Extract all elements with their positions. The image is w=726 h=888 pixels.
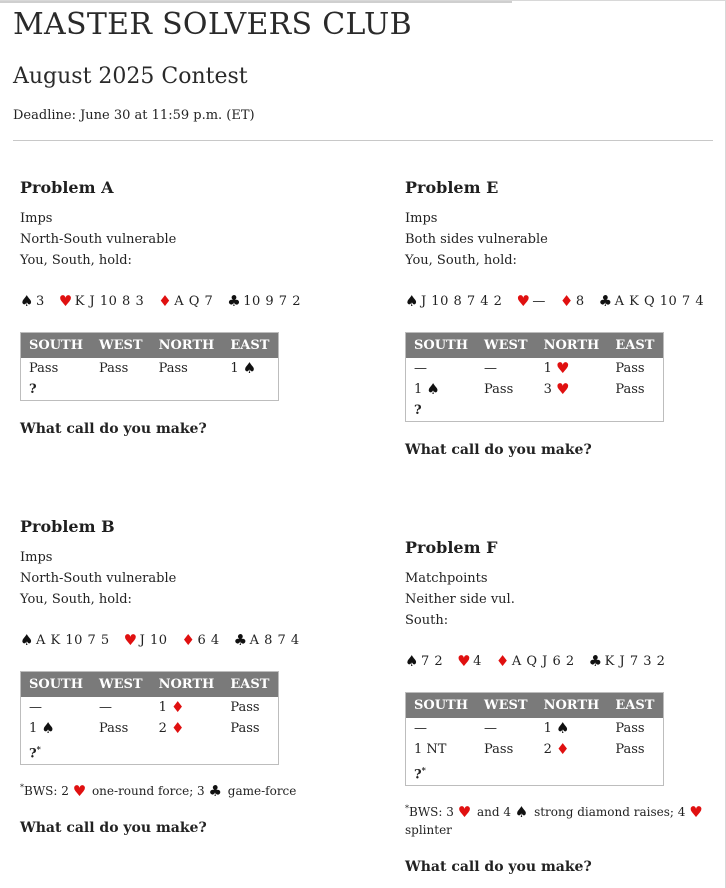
- holding-spades: J 10 8 7 4 2: [420, 294, 503, 309]
- question: What call do you make?: [405, 442, 592, 458]
- holding-spades: 7 2: [420, 654, 444, 669]
- club-icon: ♣: [208, 782, 222, 801]
- auction-header: NORTH: [536, 333, 608, 359]
- auction-header: SOUTH: [406, 693, 477, 719]
- auction-row: [21, 697, 279, 718]
- problem-meta: [405, 208, 725, 271]
- contest-title: August 2025 Contest: [13, 64, 248, 89]
- auction-header: WEST: [476, 333, 536, 359]
- diamond-icon: ♦: [495, 652, 510, 670]
- heart-icon: ♥: [457, 803, 472, 822]
- top-border: [0, 1, 512, 3]
- auction-header: WEST: [476, 693, 536, 719]
- site-title: MASTER SOLVERS CLUB: [13, 7, 412, 42]
- auction-header: SOUTH: [406, 333, 477, 359]
- problem-title: Problem E: [405, 178, 499, 197]
- spade-icon: ♠: [41, 719, 55, 737]
- diamond-icon: ♦: [181, 631, 196, 649]
- footnote-text: splinter: [405, 823, 452, 838]
- auction-call: —: [484, 721, 498, 736]
- auction-call: —: [484, 361, 498, 376]
- auction-call: [476, 760, 536, 786]
- auction-call: Pass: [230, 721, 260, 736]
- footnote: [20, 779, 340, 800]
- problem-meta: [20, 208, 340, 271]
- problem-title: Problem F: [405, 538, 498, 557]
- spade-icon: ♠: [556, 719, 570, 737]
- auction-header: NORTH: [151, 672, 223, 698]
- holding-diamonds: A Q J 6 2: [511, 654, 575, 669]
- spade-icon: ♠: [405, 292, 419, 310]
- auction-header: EAST: [607, 693, 664, 719]
- footnote-marker: *: [405, 804, 409, 814]
- auction-row: [21, 358, 279, 379]
- footnote-text: one-round force; 3: [88, 784, 209, 799]
- holding-hearts: K J 10 8 3: [74, 294, 145, 309]
- footnote-text: BWS: 2: [24, 784, 73, 799]
- auction-call: —: [414, 721, 427, 736]
- spade-icon: ♠: [20, 292, 34, 310]
- auction-call: Pass: [29, 361, 59, 376]
- auction-call: 1 ♥: [543, 359, 570, 377]
- auction-row: [406, 400, 664, 422]
- auction-row: [21, 718, 279, 739]
- spade-icon: ♠: [426, 380, 440, 398]
- problem-f: [405, 538, 725, 878]
- auction-call: [151, 379, 223, 401]
- footnote: [405, 800, 725, 839]
- vulnerability: Both sides vulnerable: [405, 232, 548, 247]
- hand: [405, 291, 725, 312]
- auction-call: 1 ♠: [543, 719, 570, 737]
- auction-header: NORTH: [151, 333, 223, 359]
- seat: You, South, hold:: [20, 592, 132, 607]
- holding-clubs: A K Q 10 7 4: [614, 294, 705, 309]
- auction-call: 2 ♦: [158, 719, 185, 737]
- auction-header: WEST: [91, 672, 151, 698]
- holding-diamonds: 8: [575, 294, 585, 309]
- club-icon: ♣: [588, 652, 603, 670]
- auction-call: ?*: [414, 765, 426, 783]
- auction-header: SOUTH: [21, 333, 92, 359]
- holding-hearts: J 10: [139, 633, 168, 648]
- scoring: Imps: [20, 550, 53, 565]
- holding-diamonds: 6 4: [197, 633, 220, 648]
- club-icon: ♣: [227, 292, 242, 310]
- seat: You, South, hold:: [20, 253, 132, 268]
- heart-icon: ♥: [516, 292, 531, 310]
- auction-call: —: [29, 700, 42, 715]
- auction-call: [607, 760, 664, 786]
- auction-call: [536, 760, 608, 786]
- holding-clubs: K J 7 3 2: [604, 654, 666, 669]
- footnote-marker: *: [36, 744, 41, 754]
- holding-spades: 3: [35, 294, 45, 309]
- auction-header: EAST: [222, 333, 279, 359]
- scoring: Matchpoints: [405, 571, 488, 586]
- diamond-icon: ♦: [171, 698, 185, 716]
- problem-title: Problem A: [20, 178, 114, 197]
- vulnerability: Neither side vul.: [405, 592, 515, 607]
- auction-header: SOUTH: [21, 672, 92, 698]
- spade-icon: ♠: [20, 631, 34, 649]
- diamond-icon: ♦: [158, 292, 173, 310]
- auction-call: ?*: [29, 744, 41, 762]
- footnote-text: game-force: [223, 784, 297, 799]
- auction-call: Pass: [615, 721, 645, 736]
- auction-call: [91, 379, 151, 401]
- deadline-text: Deadline: June 30 at 11:59 p.m. (ET): [13, 108, 255, 123]
- heart-icon: ♥: [123, 631, 138, 649]
- spade-icon: ♠: [405, 652, 419, 670]
- header-divider: [13, 140, 713, 141]
- auction-call: Pass: [158, 361, 188, 376]
- holding-clubs: 10 9 7 2: [243, 294, 301, 309]
- scoring: Imps: [20, 211, 53, 226]
- question: What call do you make?: [405, 859, 592, 876]
- auction-call: Pass: [484, 382, 514, 397]
- auction-call: Pass: [615, 382, 645, 397]
- holding-hearts: 4: [473, 654, 482, 669]
- auction-call: [151, 739, 223, 765]
- heart-icon: ♥: [58, 292, 73, 310]
- heart-icon: ♥: [457, 652, 472, 670]
- auction-call: [607, 400, 664, 422]
- problem-a: [20, 178, 340, 440]
- heart-icon: ♥: [556, 359, 570, 377]
- seat: You, South, hold:: [405, 253, 517, 268]
- problem-meta: [405, 568, 725, 631]
- hand: [20, 291, 340, 312]
- auction-call: Pass: [99, 361, 129, 376]
- auction-row: [406, 358, 664, 379]
- problem-title: Problem B: [20, 517, 115, 536]
- footnote-text: strong diamond raises; 4: [530, 805, 690, 820]
- footnote-text: and 4: [473, 805, 515, 820]
- auction-call: Pass: [230, 700, 260, 715]
- holding-diamonds: A Q 7: [174, 294, 214, 309]
- auction-call: 1 ♦: [158, 698, 185, 716]
- club-icon: ♣: [233, 631, 248, 649]
- auction-call: Pass: [99, 721, 129, 736]
- auction-row: [406, 739, 664, 760]
- question: What call do you make?: [20, 421, 207, 437]
- auction-header: NORTH: [536, 693, 608, 719]
- auction-call: 2 ♦: [543, 740, 570, 758]
- auction-table: [20, 332, 279, 401]
- auction-call: Pass: [615, 361, 645, 376]
- auction-call: [476, 400, 536, 422]
- question: What call do you make?: [20, 820, 207, 837]
- scoring: Imps: [405, 211, 438, 226]
- auction-row: [406, 379, 664, 400]
- heart-icon: ♥: [72, 782, 87, 801]
- auction-call: [222, 379, 279, 401]
- hand: [405, 651, 725, 672]
- holding-clubs: A 8 7 4: [249, 633, 300, 648]
- auction-table: [405, 332, 664, 422]
- auction-call: ?: [414, 403, 422, 418]
- auction-row: [406, 760, 664, 786]
- auction-call: 1 ♠: [230, 359, 257, 377]
- problem-e: [405, 178, 725, 461]
- auction-call: —: [414, 361, 427, 376]
- footnote-marker: *: [421, 765, 426, 775]
- diamond-icon: ♦: [556, 740, 570, 758]
- footnote-marker: *: [20, 783, 24, 793]
- auction-table: [20, 671, 279, 765]
- auction-call: ?: [29, 382, 37, 397]
- spade-icon: ♠: [242, 359, 257, 377]
- problem-b: [20, 517, 340, 839]
- auction-call: [536, 400, 608, 422]
- auction-header: EAST: [222, 672, 279, 698]
- auction-table: [405, 692, 664, 786]
- auction-call: 1 ♠: [414, 380, 440, 398]
- vulnerability: North-South vulnerable: [20, 232, 177, 247]
- diamond-icon: ♦: [559, 292, 574, 310]
- auction-call: [222, 739, 279, 765]
- auction-call: 3 ♥: [543, 380, 570, 398]
- auction-row: [21, 739, 279, 765]
- auction-call: —: [99, 700, 113, 715]
- problem-meta: [20, 547, 340, 610]
- club-icon: ♣: [598, 292, 613, 310]
- vulnerability: North-South vulnerable: [20, 571, 177, 586]
- holding-hearts: —: [532, 294, 546, 309]
- auction-header: EAST: [607, 333, 664, 359]
- seat: South:: [405, 613, 449, 628]
- auction-call: Pass: [484, 742, 514, 757]
- auction-call: [91, 739, 151, 765]
- auction-call: 1 NT: [414, 742, 447, 757]
- auction-call: 1 ♠: [29, 719, 55, 737]
- holding-spades: A K 10 7 5: [35, 633, 110, 648]
- auction-row: [406, 718, 664, 739]
- auction-row: [21, 379, 279, 401]
- auction-call: Pass: [615, 742, 645, 757]
- heart-icon: ♥: [556, 380, 570, 398]
- footnote-text: BWS: 3: [409, 805, 458, 820]
- diamond-icon: ♦: [171, 719, 185, 737]
- hand: [20, 630, 340, 651]
- heart-icon: ♥: [689, 803, 703, 822]
- spade-icon: ♠: [514, 803, 529, 822]
- auction-header: WEST: [91, 333, 151, 359]
